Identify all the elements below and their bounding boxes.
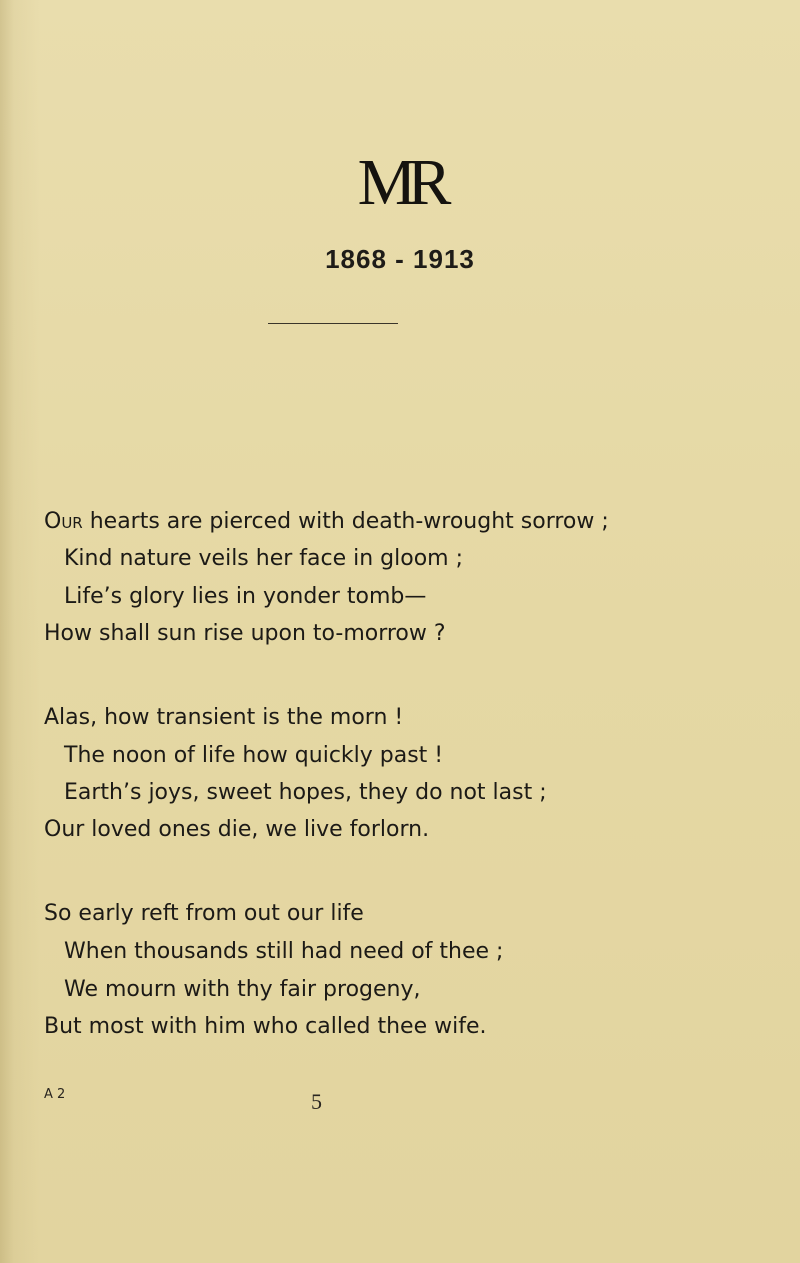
poem-line: When thousands still had need of thee ;: [64, 939, 504, 964]
poem-line: [44, 508, 609, 536]
life-dates: 1868 - 1913: [325, 244, 475, 274]
poem-line: Earth’s joys, sweet hopes, they do not last ;: [64, 780, 547, 805]
poem-first-word: Our: [44, 509, 83, 534]
monogram: MR: [357, 146, 443, 219]
poem-line: Alas, how transient is the morn !: [44, 705, 404, 730]
divider-rule: [268, 323, 398, 324]
poem-line: So early reft from out our life: [44, 901, 364, 926]
poem-line: Our loved ones die, we live forlorn.: [44, 817, 430, 842]
poem-line: How shall sun rise upon to-morrow ?: [44, 621, 446, 646]
poem-line: We mourn with thy fair progeny,: [64, 977, 421, 1002]
poem-line-text: hearts are pierced with death-wrought sorrow ;: [82, 509, 609, 534]
poem-line: The noon of life how quickly past !: [64, 743, 444, 768]
poem-line: Kind nature veils her face in gloom ;: [64, 546, 464, 571]
poem-line: Life’s glory lies in yonder tomb—: [64, 584, 427, 609]
signature-mark: A 2: [44, 1087, 66, 1102]
poem-line: But most with him who called thee wife.: [44, 1014, 487, 1039]
page-number: 5: [311, 1089, 322, 1114]
